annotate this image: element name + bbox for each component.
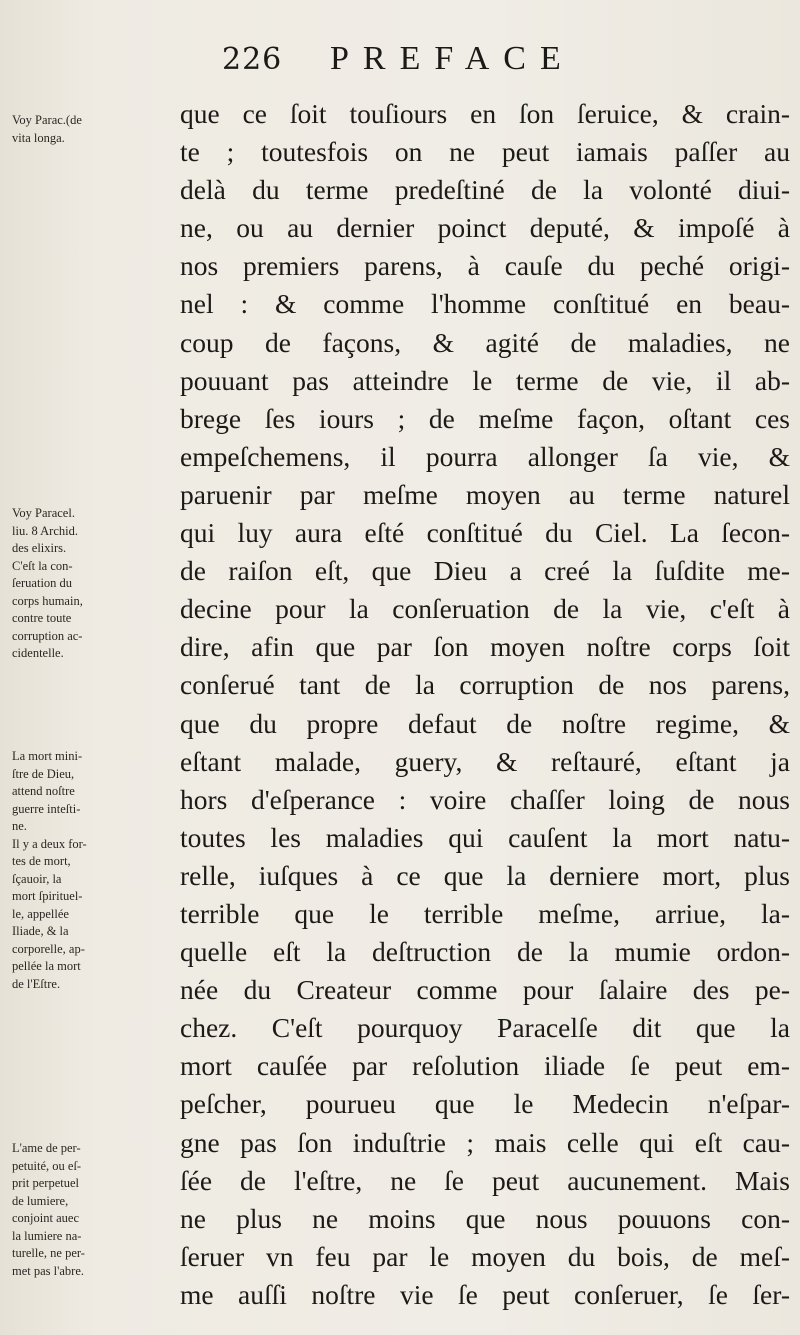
margin-note-line: attend noſtre: [12, 784, 75, 798]
margin-note-line: de lumiere,: [12, 1193, 69, 1208]
text-line: qui luy aura eſté conſtitué du Ciel. La ſecon-: [180, 517, 790, 549]
text-line: me auſſi noſtre vie ſe peut conſeruer, ſe ſer-: [180, 1278, 790, 1310]
text-line: quelle eſt la deſtruction de la mumie ordon-: [180, 936, 790, 968]
margin-note-line: ſeruation du: [12, 576, 73, 590]
margin-note-line: mort ſpirituel-: [12, 889, 83, 903]
margin-note-vita-longa: [12, 112, 152, 147]
margin-note-line: liu. 8 Archid.: [12, 523, 78, 538]
text-line: coup de façons, & agité de maladies, ne: [180, 326, 790, 358]
text-line: empeſchemens, il pourra allonger ſa vie, &: [180, 440, 790, 472]
text-line: que du propre defaut de noſtre regime, &: [180, 707, 790, 739]
text-line: gne pas ſon induſtrie ; mais celle qui eſt cau-: [180, 1126, 790, 1158]
text-line: nos premiers parens, à cauſe du peché origi-: [180, 250, 790, 282]
text-line: conſerué tant de la corruption de nos parens,: [180, 669, 790, 701]
text-line: hors d'eſperance : voire chaſſer loing de nous: [180, 783, 790, 815]
text-line: peſcher, pourueu que le Medecin n'eſpar-: [180, 1088, 790, 1120]
text-line: nel : & comme l'homme conſtitué en beau-: [180, 288, 790, 320]
text-line: terrible que le terrible meſme, arriue, la-: [180, 897, 790, 929]
margin-note-line: Voy Parac.(de: [12, 113, 82, 127]
margin-note-line: La mort mini-: [12, 749, 83, 763]
text-line: decine pour la conſeruation de la vie, c'eſt à: [180, 593, 790, 625]
margin-note-line: contre toute: [12, 611, 72, 625]
margin-note-line: Iliade, & la: [12, 924, 69, 938]
margin-note-line: prit perpetuel: [12, 1176, 79, 1190]
text-line: ne, ou au dernier poinct deputé, & impoſé à: [180, 212, 790, 244]
margin-note-line: C'eſt la con-: [12, 558, 73, 573]
margin-note-line: cidentelle.: [12, 646, 64, 660]
text-line: dire, afin que par ſon moyen noſtre corps ſoit: [180, 631, 790, 663]
margin-note-line: turelle, ne per-: [12, 1246, 85, 1260]
margin-note-line: ſtre de Dieu,: [12, 766, 75, 781]
margin-note-line: corps humain,: [12, 593, 83, 608]
text-line: ne plus ne moins que nous pouuons con-: [180, 1202, 790, 1234]
margin-note-line: corporelle, ap-: [12, 941, 85, 956]
margin-note-line: ne.: [12, 819, 27, 833]
text-line: paruenir par meſme moyen au terme naturel: [180, 478, 790, 510]
text-line: ſée de l'eſtre, ne ſe peut aucunement. Mais: [180, 1164, 790, 1196]
text-line: chez. C'eſt pourquoy Paracelſe dit que la: [180, 1012, 790, 1044]
text-line: relle, iuſques à ce que la derniere mort, plus: [180, 859, 790, 891]
margin-note-line: Il y a deux for-: [12, 836, 87, 851]
margin-note-line: L'ame de per-: [12, 1141, 81, 1155]
text-line: toutes les maladies qui cauſent la mort natu-: [180, 821, 790, 853]
margin-note-line: des elixirs.: [12, 541, 67, 555]
margin-note-line: petuité, ou eſ-: [12, 1158, 82, 1173]
margin-note-line: Voy Paracel.: [12, 506, 75, 520]
text-line: ſeruer vn feu par le moyen du bois, de meſ-: [180, 1240, 790, 1272]
text-line: mort cauſée par reſolution iliade ſe peut em-: [180, 1050, 790, 1082]
margin-note-line: vita longa.: [12, 130, 65, 145]
text-line: de raiſon eſt, que Dieu a creé la ſuſdite me-: [180, 555, 790, 587]
margin-note-line: met pas l'abre.: [12, 1263, 85, 1278]
text-line: née du Createur comme pour ſalaire des pe-: [180, 974, 790, 1006]
margin-note-line: de l'Eſtre.: [12, 976, 61, 991]
margin-note-death-kinds: [12, 748, 152, 993]
text-line: brege ſes iours ; de meſme façon, oſtant ces: [180, 402, 790, 434]
margin-note-archidoxe: [12, 505, 152, 663]
text-line: delà du terme predeſtiné de la volonté diui-: [180, 174, 790, 206]
page-header: [0, 40, 800, 90]
page-number: 226: [222, 42, 283, 77]
main-text-block: [180, 95, 790, 1314]
text-line: te ; toutesfois on ne peut iamais paſſer au: [180, 136, 790, 168]
margin-note-line: la lumiere na-: [12, 1228, 82, 1243]
margin-note-line: le, appellée: [12, 906, 69, 921]
margin-note-line: corruption ac-: [12, 628, 83, 643]
text-line: pouuant pas atteindre le terme de vie, il ab-: [180, 364, 790, 396]
margin-note-line: conjoint auec: [12, 1211, 79, 1225]
margin-note-line: guerre inteſti-: [12, 801, 81, 816]
text-line: eſtant malade, guery, & reſtauré, eſtant ja: [180, 745, 790, 777]
running-title: PREFACE: [330, 40, 575, 77]
margin-note-line: pellée la mort: [12, 959, 81, 973]
margin-note-perpetual-soul: [12, 1140, 152, 1280]
margin-note-line: tes de mort,: [12, 854, 71, 868]
text-line: que ce ſoit touſiours en ſon ſeruice, & crain-: [180, 98, 790, 129]
margin-note-line: ſçauoir, la: [12, 871, 62, 886]
